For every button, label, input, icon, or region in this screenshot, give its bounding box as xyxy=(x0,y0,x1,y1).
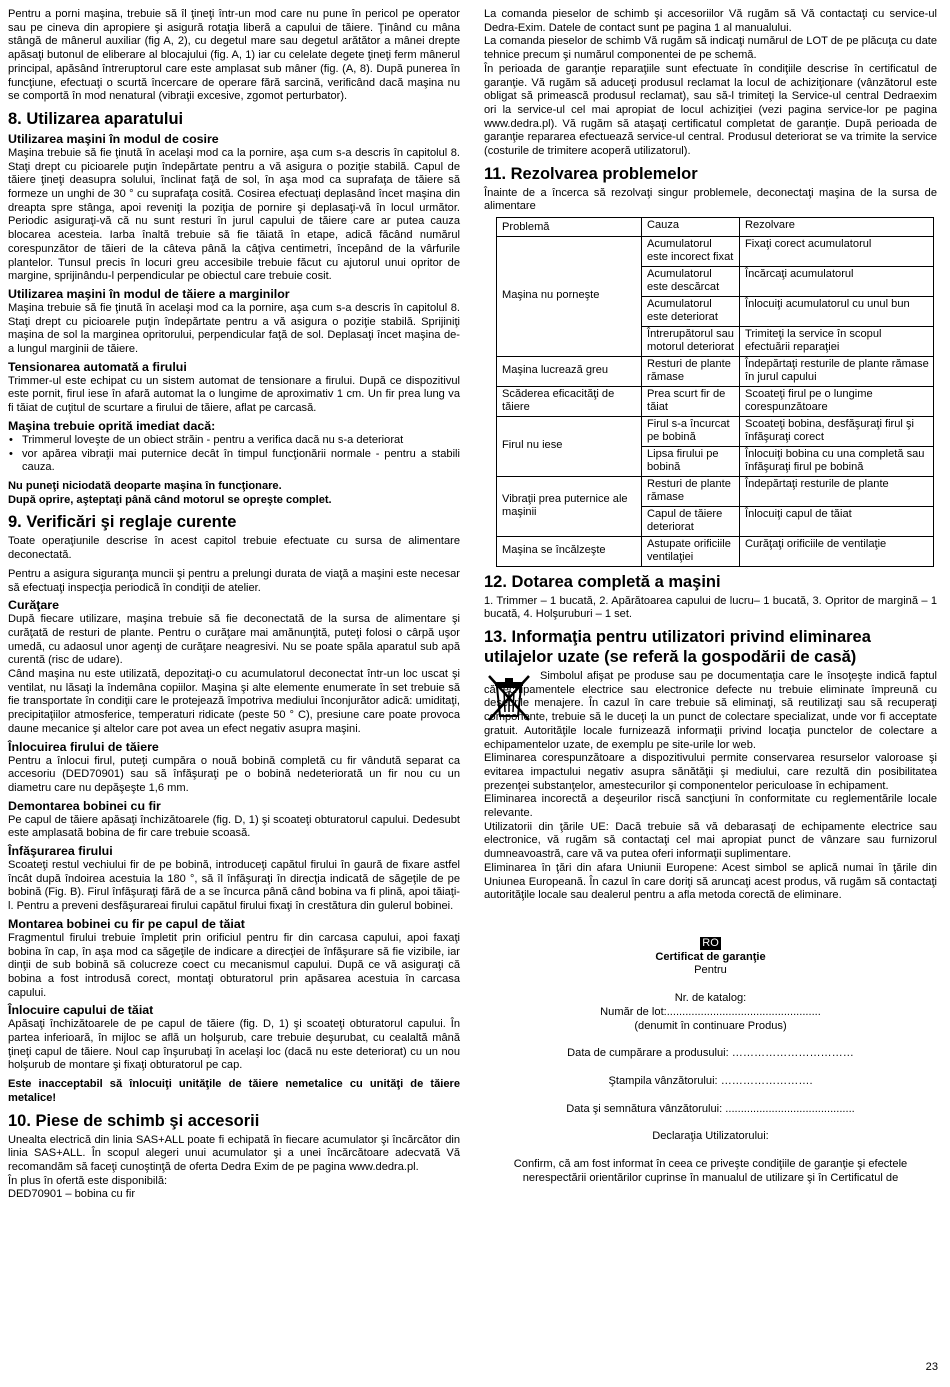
certificate-title: Certificat de garanţie xyxy=(655,950,766,963)
stop-conditions-list xyxy=(8,434,460,475)
fix-cell: Îndepărtaţi resturile de plante rămase în jurul capului xyxy=(740,356,934,386)
user-declaration-text: Confirm, că am fost informat în ceea ce priveşte condiţiile de garanţie şi efectele nerespectării orientărilor cuprinse în manualul de utilizare şi în Certificatul de xyxy=(513,1158,908,1184)
section-9-cleaning-text: După fiecare utilizare, maşina trebuie să fie deconectată de la sursa de alimentare şi curăţată de resturi de plante. Pentru o curăţare mai amănunţită, puteţi folosi o cârpă uşor umedă, cu adaosul unor agenţi de curăţare neagresivi. Nu se poate spăla aparatul sub apă curentă (risc de udare). xyxy=(8,613,460,667)
right-column xyxy=(484,8,937,1185)
fix-cell: Fixaţi corect acumulatorul xyxy=(740,236,934,266)
country-badge: RO xyxy=(702,937,719,949)
cause-cell: Resturi de plante rămase xyxy=(642,356,740,386)
section-8-subtitle-mowing: Utilizarea maşini în modul de cosire xyxy=(8,131,219,146)
section-9-warning: Este inacceptabil să înlocuiţi unităţile de tăiere nemetalice cu unităţi de tăiere metalice! xyxy=(8,1078,460,1104)
problem-cell: Firul nu iese xyxy=(497,416,642,476)
section-9-text-2: Pentru a asigura siguranţa muncii şi pentru a prelungi durata de viaţă a maşini este necesar să efectuaţi inspecţia periodică în condiţii de atelier. xyxy=(8,567,460,594)
fix-cell: Înlocuiţi acumulatorul cu unul bun xyxy=(740,296,934,326)
section-10-text-2: În plus în ofertă este disponibilă: xyxy=(8,1174,168,1187)
cause-cell: Resturi de plante rămase xyxy=(642,476,740,506)
section-11-text: Înainte de a încerca să rezolvaţi singur problemele, deconectaţi maşina de la sursa de alimentare xyxy=(484,186,937,213)
fix-cell: Îndepărtaţi resturile de plante xyxy=(740,476,934,506)
section-13-text-2: Eliminarea corespunzătoare a dispozitivului permite conservarea resurselor valoroase şi evitarea impactului negativ asupra sănătăţii şi mediului, care rezultă din posibilitatea prezenţei substanţelor, amestecurilor şi componentelor periculoase în echipament. xyxy=(484,752,937,792)
section-13-title: 13. Informaţia pentru utilizatori privind eliminarea utilajelor uzate (se referă la gospodării de casă) xyxy=(484,628,871,667)
cause-cell: Acumulatorul este deteriorat xyxy=(642,296,740,326)
section-13-text-5: Eliminarea în ţări din afara Uniunii Europene: Acest simbol se aplică numai în ţările din Uniunea Europeană. În cazul în care doriţi să aruncaţi acest produs, vă rugăm să contactaţi autorităţile locale sau dealerul pentru a afla metoda corectă de eliminare. xyxy=(484,861,937,902)
fix-cell: Curăţaţi orificiile de ventilaţie xyxy=(740,536,934,566)
cause-cell: Acumulatorul este incorect fixat xyxy=(642,236,740,266)
parts-order-text-2: La comanda pieselor de schimb Vă rugăm să indicaţi numărul de LOT de pe plăcuţa cu date tehnice precum şi numărul componentei de pe schemă. xyxy=(484,35,937,62)
problem-cell: Maşina se încălzeşte xyxy=(497,536,642,566)
intro-paragraph: Pentru a porni maşina, trebuie să îl ţineţi într-un mod care nu pune în pericol pe operator sau pe cineva din apropiere şi asigură rotaţia liberă a capului de tăiere. Ţinând cu mâna stângă de mânerul auxiliar (fig A, 2), cu degetul mare sau degetul arătător a mânei drepte apăsaţi butonul de eliberare al blocajului (fig. A, 1) iar cu celelate degete ţineţi ferm mânerul principal, apăsând întreruptorul care este amplasat sub mâner (fig. (A, 8). După punerea în funcţiune, efectuaţi o scurtă încercare de operare fără sarcină, verificând dacă maşina nu se comportă în mod nenatural (vibraţii excesive, zgomot perturbator). xyxy=(8,8,460,103)
section-9-subtitle-winding: Înfăşurarea firului xyxy=(8,844,113,859)
section-9-title: 9. Verificări şi reglaje curente xyxy=(8,513,237,532)
table-row xyxy=(497,386,934,416)
section-9-winding-text: Scoateţi restul vechiului fir de pe bobină, introduceţi capătul firului în gaură de fixare astfel încât după îndoirea acestuia la 180 °, să îl înfăşuraţi în direcţia indicată de săgeţile de pe bobină (Fig. B). Firul înfăşuraţi fără de a se încurca până când bobina va fi plină, apoi tăiaţi-l. Pentru a preveni desfăşurareai firului capătul firului fixaţi în crestătura din gulerul bobinei. xyxy=(8,859,460,913)
section-9-spool-removal-text: Pe capul de tăiere apăsaţi închizătoarele (fig. D, 1) şi scoateţi obturatorul capului. Dedesubt este amplasată bobina de fir care trebuie scoasă. xyxy=(8,813,460,840)
section-9-subtitle-spool-removal: Demontarea bobinei cu fir xyxy=(8,798,161,813)
section-9-subtitle-spool-mount: Montarea bobinei cu fir pe capul de tăiat xyxy=(8,916,245,931)
section-9-subtitle-cleaning: Curăţare xyxy=(8,598,59,613)
header-problem: Problemă xyxy=(497,218,642,237)
section-8-subtitle-tension: Tensionarea automată a firului xyxy=(8,359,187,374)
cause-cell: Acumulatorul este descărcat xyxy=(642,266,740,296)
cause-cell: Întrerupătorul sau motorul deteriorat xyxy=(642,326,740,356)
header-fix: Rezolvare xyxy=(740,218,934,237)
seller-signature-field: Data şi semnătura vânzătorului: .......................................... xyxy=(566,1102,855,1115)
lot-number-field: Număr de lot:.................................................. xyxy=(600,1005,821,1018)
section-10-title: 10. Piese de schimb şi accesorii xyxy=(8,1111,260,1130)
section-9-text-1: Toate operaţiunile descrise în acest capitol trebuie efectuate cu sursa de alimentare deconectată. xyxy=(8,535,460,562)
table-row xyxy=(497,416,934,446)
section-13-text-4: Utilizatorii din ţările UE: Dacă trebuie să vă debarasaţi de echipamente electrice sau electronice, vă rugăm să contactaţi cel mai apropiat punct de vânzare sau furnizorul dumneavoastră, care vă va putea oferi informaţii suplimentare. xyxy=(484,820,937,861)
table-row xyxy=(497,476,934,506)
section-12-text: 1. Trimmer – 1 bucată, 2. Apărătoarea capului de lucru– 1 bucată, 3. Opritor de margină – 1 bucată, 4. Holşuruburi – 1 set. xyxy=(484,594,937,621)
catalog-number-field: Nr. de katalog: xyxy=(674,992,747,1005)
section-9-storage-text: Când maşina nu este utilizată, depozitaţi-o cu acumulatorul deconectat într-un loc uscat şi ventilat, nu lăsaţi la îndemâna copiilor. Maşina şi alte elemente enumerate în set trebuie să fie transportate în condiţii care le protejează împotriva mediului înconjurător adică: umiditaţi, precipitaţiilor atmosferice, temperaturi ridicate (peste 50 ° C), presiune care poate provoca daune mecanice şi altelor care pot avea un efect negativ asupra maşini. xyxy=(8,668,460,735)
section-12-title: 12. Dotarea completă a maşini xyxy=(484,572,721,591)
header-cause: Cauza xyxy=(642,218,740,237)
section-13-text-3: Eliminarea incorectă a deşeurilor riscă sancţiuni în conformitate cu reglementările locale relevante. xyxy=(484,793,937,820)
fix-cell: Scoateţi bobina, desfăşuraţi firul şi înfăşuraţi corect xyxy=(740,416,934,446)
table-header-row xyxy=(497,218,934,237)
troubleshooting-table xyxy=(496,217,934,567)
problem-cell: Maşina lucrează greu xyxy=(497,356,642,386)
section-9-subtitle-head-replace: Înlocuire capului de tăiat xyxy=(8,1003,154,1018)
page-number: 23 xyxy=(925,1361,938,1373)
list-item: • vor apărea vibraţii mai puternice decât în timpul funcţionării normale - pentru a stabili cauza. xyxy=(8,448,460,475)
certificate-for: Pentru xyxy=(694,964,727,977)
fix-cell: Trimiteţi la service în scopul efectuării reparaţiei xyxy=(740,326,934,356)
fix-cell: Înlocuiţi capul de tăiat xyxy=(740,506,934,536)
section-8-subtitle-stop: Maşina trebuie oprită imediat dacă: xyxy=(8,418,216,433)
problem-cell: Maşina nu porneşte xyxy=(497,236,642,356)
section-8-tension-text: Trimmer-ul este echipat cu un sistem automat de tensionare a firului. După ce dispozitivul este pornit, firul iese în afară automat la o lungime de aproximativ 1 cm. Un fir prea lung va fi tăiat de cuţitul de scurtare a firului de tăiere, aflat pe carcasă. xyxy=(8,374,460,415)
fix-cell: Încărcaţi acumulatorul xyxy=(740,266,934,296)
user-declaration-title: Declaraţia Utilizatorului: xyxy=(652,1130,769,1143)
warranty-text: În perioada de garanţie reparaţiile sunt efectuate în condiţiile descrise în certificatul de garanţie. Vă rugăm să aduceţi produsul reclamat la locul de achiziţionare (vânzătorul este obligat să primească produsul reclamat), sau să-l trimiteţi la Service-ul central Dedraexim ori la service-ul cel mai apropiat de locul achiziţiei (vezi pagina service-lor pe pagina www.dedra.pl). Vă rugăm să ataşaţi certificatul completat de garanţie. După perioada de garanţie repararea efectuează service-ul central. Produsul deteriorat se va trimite la service (costurile de trimitere acoperă utilizatorul). xyxy=(484,62,937,158)
section-10-text-1: Unealta electrică din linia SAS+ALL poate fi echipată în fiecare acumulator şi încărcător din linia SAS+ALL. În scopul alegeri unui acumulator şi a unei încărcătoare adecvată Vă recomandăm să faceţi cunoştinţă de oferta Dedra Exim de pe pagina www.dedra.pl. xyxy=(8,1133,460,1173)
cause-cell: Firul s-a încurcat pe bobină xyxy=(642,416,740,446)
warning-text-2: După oprire, aşteptaţi până când motorul se opreşte complet. xyxy=(8,493,332,506)
cause-cell: Lipsa firului pe bobină xyxy=(642,446,740,476)
section-11-title: 11. Rezolvarea problemelor xyxy=(484,164,698,183)
table-row xyxy=(497,356,934,386)
parts-order-text-1: La comanda pieselor de schimb şi accesoriilor Vă rugăm să Vă contactaţi cu service-ul Dedra-Exim. Datele de contact sunt pe pagina 1 al manualului. xyxy=(484,8,937,34)
section-8-title: 8. Utilizarea aparatului xyxy=(8,109,184,128)
cause-cell: Prea scurt fir de tăiat xyxy=(642,386,740,416)
cause-cell: Astupate orificiile ventilaţiei xyxy=(642,536,740,566)
left-column xyxy=(8,8,460,1202)
section-8-edging-text: Maşina trebuie să fie ţinută în acelaşi mod ca la pornire, aşa cum s-a descris în capitolul 8. Staţi drept cu picioarele puţin îndepărtate pentru a vă asigura o poziţie stabilă. Sprijiniţi maşina de sol la marginea opritorului, perpendicular faţă de sol. Deplasaţi încet maşina de-a lungul marginii de tăiere. xyxy=(8,301,460,356)
table-row xyxy=(497,236,934,266)
section-10-text-3: DED70901 – bobina cu fir xyxy=(8,1188,136,1201)
warning-text-1: Nu puneţi niciodată deoparte maşina în funcţionare. xyxy=(8,479,282,492)
product-naming: (denumit în continuare Produs) xyxy=(634,1019,787,1032)
section-9-head-replace-text: Apăsaţi închizătoarele de pe capul de tăiere (fig. D, 1) şi scoateţi obturatorul capului. În partea inferioară, în mijloc se află un holşurub, care trebuie deşurubat, cu cealaltă mână ţineţi capul de tăiere. Noul cap înşurubaţi în acelaşi loc (dacă nu este deteriorat) cu un nou holşurub de montare şi fixaţi obturatorul pe cap. xyxy=(8,1018,460,1072)
section-9-spool-mount-text: Fragmentul firului trebuie împletit prin orificiul pentru fir din carcasa capului, apoi faxaţi bobina în cap, în aşa mod ca săgeţile de indicare a direcţiei de înfăşurare să fie vizibile, iar dinţii de sub bobină să colucreze coect cu mecanismul capului. După ce vă asiguraţi că bobina a fost introdusă corect, montaţi obturatorul prin apăsarea acestuia în carcasa capului. xyxy=(8,931,460,999)
purchase-date-field: Data de cumpărare a produsului: …………………………… xyxy=(567,1047,854,1060)
section-8-subtitle-edging: Utilizarea maşini în modul de tăiere a marginilor xyxy=(8,286,290,301)
section-8-mowing-text: Maşina trebuie să fie ţinută în acelaşi mod ca la pornire, aşa cum s-a descris în capitolul 8. Staţi drept cu picioarele puţin îndepărtate pentru a vă asigura o poziţie stabilă. Capul de tăiere ţineţi deasupra solului, înclinat faţă de sol, în aşa mod ca suprafaţa de tăiere să formeze un unghi de 30 ° cu suprafaţa cosită. Cosirea efectuaţi deplasând încet maşina din dreapta spre stânga, apoi reveniţi la poziţia de pornire şi deplasaţi-vă în locul următor. Periodic asiguraţi-vă că nu sunt resturi în jurul capului de tăiere care ar putea cauza blocarea acesteia. Iarba înaltă trebuie să fie tăiată în etape, adică făcând numărul corespunzător de tăieri de la câteva până la câţiva centimetri, începând de la vârfurile plantelor. Tunsul precis în locuri greu accesibile trebuie făcut cu ajutorul unui opritor de margine, sprijinându-l perpendicular pe obiectul care trebuie cosit. xyxy=(8,146,460,283)
seller-stamp-field: Ştampila vânzătorului: ……………………. xyxy=(608,1074,813,1087)
section-9-subtitle-line-replace: Înlocuirea firului de tăiere xyxy=(8,739,159,754)
fix-cell: Înlocuiţi bobina cu una completă sau înfăşuraţi firul pe bobină xyxy=(740,446,934,476)
section-9-line-replace-text: Pentru a înlocui firul, puteţi cumpăra o nouă bobină completă cu fir vândută separat ca accesoriu (DED70901) sau să înfăşuraţi pe o bobină nedeteriorată un fir nou cu un diametru care nu depăşeşte 1,6 mm. xyxy=(8,754,460,794)
cause-cell: Capul de tăiere deteriorat xyxy=(642,506,740,536)
table-row xyxy=(497,536,934,566)
warranty-certificate xyxy=(484,937,937,1185)
problem-cell: Vibraţii prea puternice ale maşinii xyxy=(497,476,642,536)
list-item: • Trimmerul loveşte de un obiect străin - pentru a verifica dacă nu s-a deteriorat xyxy=(8,434,460,448)
section-13-text-1: Simbolul afişat pe produse sau pe documentaţia care le însoţeşte indică faptul că echipamentele electrice sau electronice defecte nu trebuie eliminate împreună cu deşeurile menajere. În cazul în care trebuie să eliminaţi, să reutilizaţi sau să recuperaţi componente, trebuie să le duceţi la un punct de colectare specializat, unde vor fi acceptate gratuit. Autorităţile locale furnizează informaţii privind locaţia punctelor de colectare a echipamentelor uzate, de exemplu pe site-urile lor web. xyxy=(484,670,937,751)
fix-cell: Scoateţi firul pe o lungime corespunzătoare xyxy=(740,386,934,416)
problem-cell: Scăderea eficacităţi de tăiere xyxy=(497,386,642,416)
